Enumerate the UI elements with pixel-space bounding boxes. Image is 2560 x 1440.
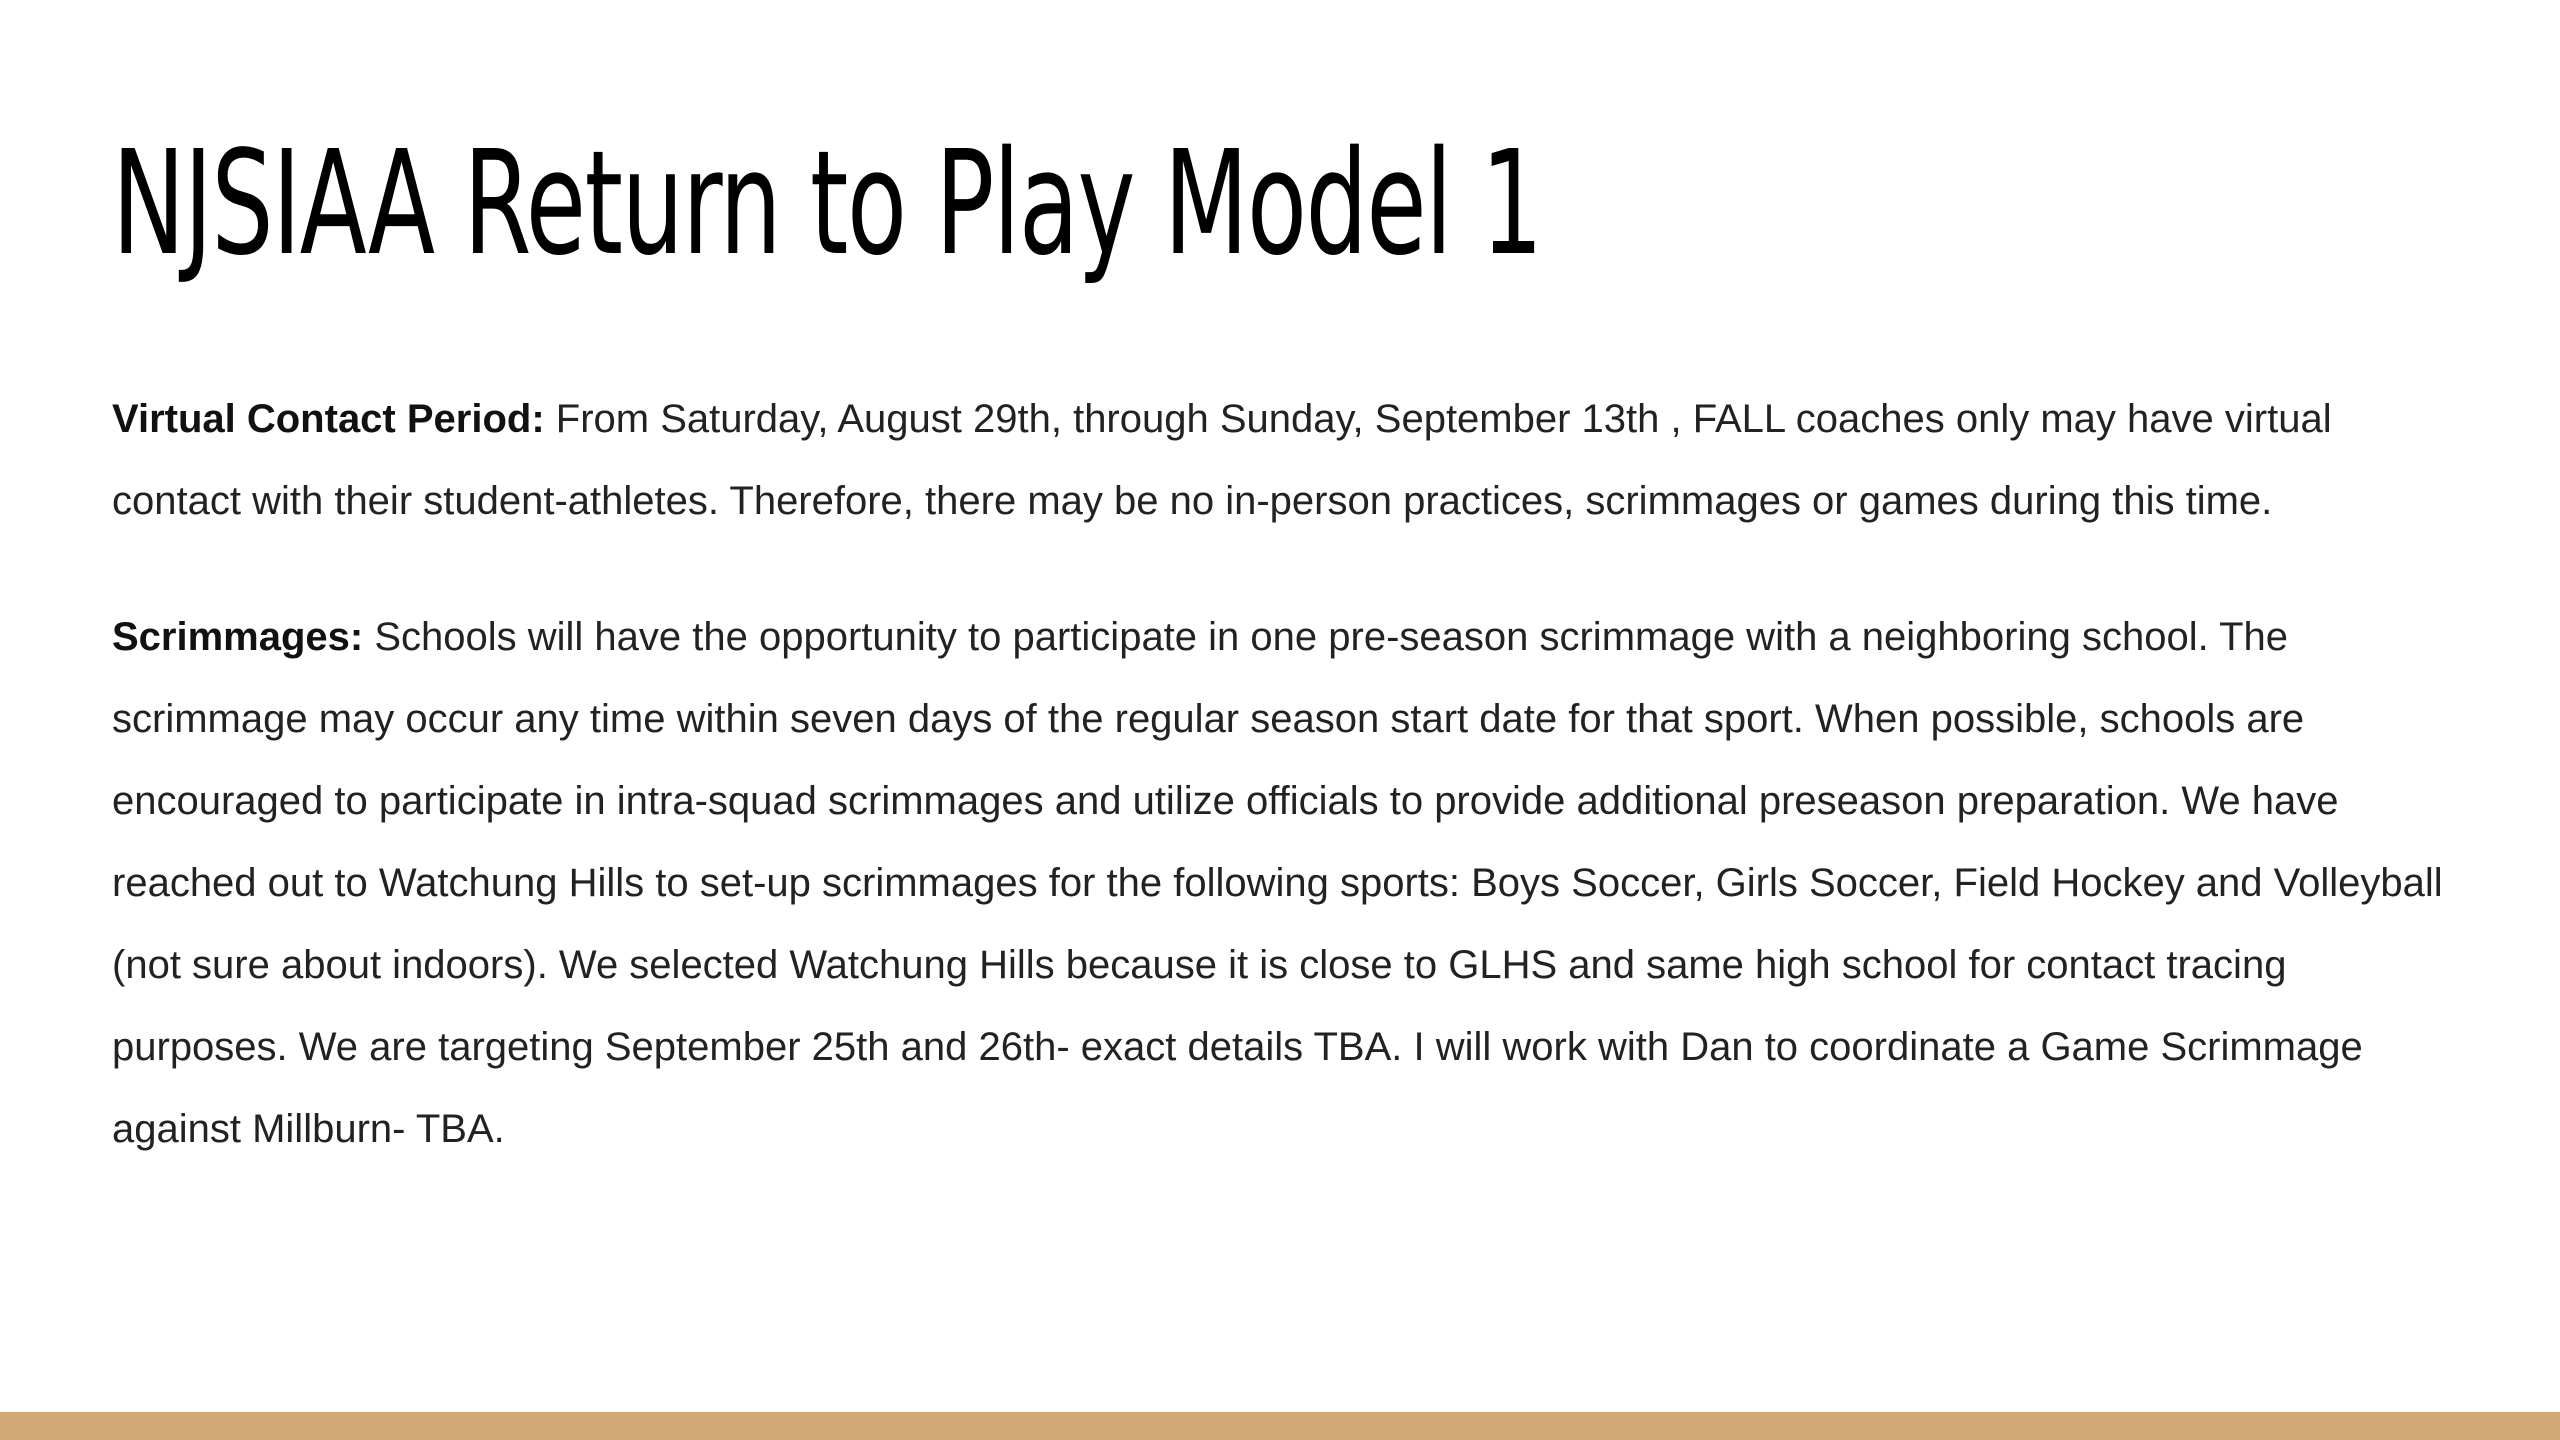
paragraph-text: From Saturday, August 29th, through Sunday, September 13th , FALL coaches only may have virtual contact with their student-athletes. Therefore, there may be no in-person practices, scrimmages or games during this time. — [112, 397, 2332, 523]
paragraph-text: Schools will have the opportunity to participate in one pre-season scrimmage with a neighboring school. The scrimmage may occur any time within seven days of the regular season start date for that sport. When possible, schools are encouraged to participate in intra-squad scrimmages and utilize officials to provide additional preseason preparation. We have reached out to Watchung Hills to set-up scrimmages for the following sports: Boys Soccer, Girls Soccer, Field Hockey and Volleyball (not sure about indoors). We selected Watchung Hills because it is close to GLHS and same high school for contact tracing purposes. We are targeting September 25th and 26th- exact details TBA. I will work with Dan to coordinate a Game Scrimmage against Millburn- TBA. — [112, 615, 2443, 1151]
paragraph-label: Virtual Contact Period: — [112, 397, 545, 441]
paragraph-virtual-contact — [112, 378, 2452, 542]
bottom-accent-bar — [0, 1412, 2560, 1440]
slide-body — [112, 378, 2452, 1224]
slide-title: NJSIAA Return to Play Model 1 — [112, 119, 1542, 287]
paragraph-scrimmages — [112, 596, 2452, 1170]
paragraph-label: Scrimmages: — [112, 615, 364, 659]
